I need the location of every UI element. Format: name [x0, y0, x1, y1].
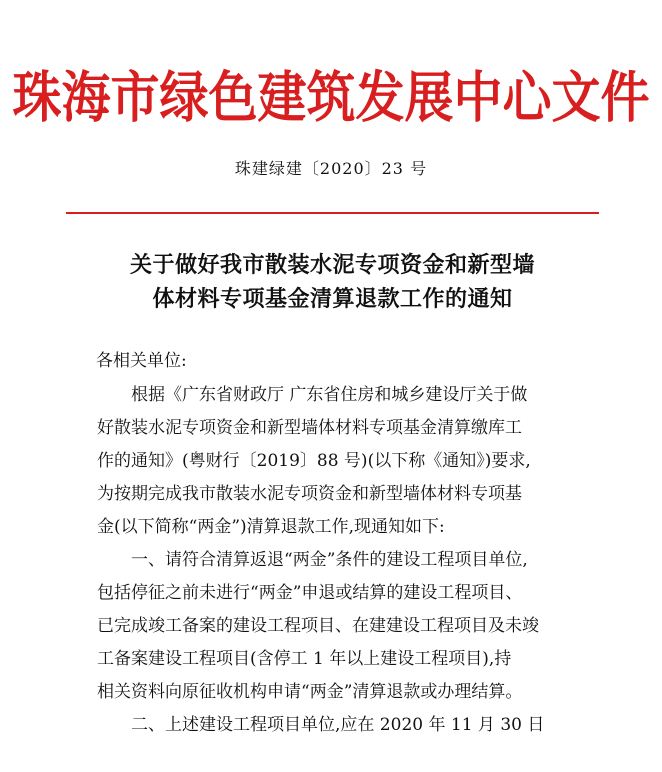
body-text-line: 已完成竣工备案的建设工程项目、在建建设工程项目及未竣: [97, 616, 539, 636]
body-text-line: 作的通知》(粤财行〔2019〕88 号)(以下称《通知》)要求,: [97, 451, 531, 471]
body-text-line: 好散装水泥专项资金和新型墙体材料专项基金清算缴库工: [97, 418, 522, 438]
body-text-line: 工备案建设工程项目(含停工 1 年以上建设工程项目),持: [97, 649, 512, 669]
body-text-line: 一、请符合清算返退“两金”条件的建设工程项目单位,: [131, 550, 528, 570]
body-text-line: 根据《广东省财政厅 广东省住房和城乡建设厅关于做: [131, 385, 528, 405]
salutation: 各相关单位:: [96, 351, 187, 371]
issuer-header-title: 珠海市绿色建筑发展中心文件: [12, 64, 650, 130]
red-divider-line: [66, 212, 599, 214]
document-number: 珠建绿建〔2020〕23 号: [234, 159, 428, 178]
body-text-line: 二、上述建设工程项目单位,应在 2020 年 11 月 30 日: [131, 715, 545, 735]
notice-title-line: 关于做好我市散装水泥专项资金和新型墙: [129, 252, 535, 278]
notice-title: [66, 248, 599, 316]
body-text-line: 包括停征之前未进行“两金”申退或结算的建设工程项目、: [97, 583, 523, 603]
notice-title-line: 体材料专项基金清算退款工作的通知: [152, 286, 513, 312]
body-text-line: 金(以下简称“两金”)清算退款工作,现通知如下:: [97, 517, 445, 537]
body-text-line: 相关资料向原征收机构申请“两金”清算退款或办理结算。: [97, 682, 523, 702]
body-text-line: 为按期完成我市散装水泥专项资金和新型墙体材料专项基: [97, 484, 522, 504]
